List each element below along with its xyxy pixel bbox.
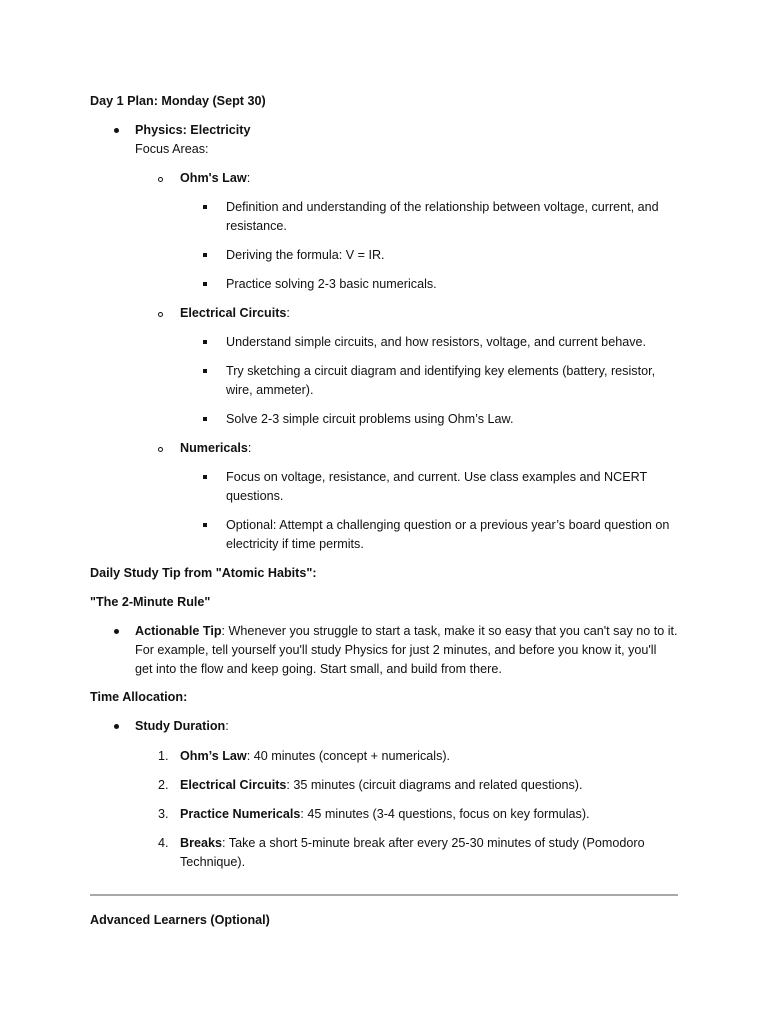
time-entry: Practice Numericals: 45 minutes (3-4 questions, focus on key formulas).: [180, 807, 590, 821]
tip-line: Actionable Tip: Whenever you struggle to start a task, make it so easy that you can't say no to it.: [135, 624, 678, 638]
square-bullet-icon: [203, 417, 207, 421]
list-number: 1.: [158, 749, 169, 763]
list-item-line: Optional: Attempt a challenging question or a previous year’s board question on: [226, 518, 670, 532]
bullet-icon: [114, 128, 119, 133]
list-item-line: Try sketching a circuit diagram and identifying key elements (battery, resistor,: [226, 364, 656, 378]
circle-bullet-icon: [158, 447, 163, 452]
study-duration: Study Duration:: [135, 719, 229, 733]
time-entry: Electrical Circuits: 35 minutes (circuit diagrams and related questions).: [180, 778, 583, 792]
circle-bullet-icon: [158, 177, 163, 182]
list-number: 4.: [158, 836, 169, 850]
square-bullet-icon: [203, 475, 207, 479]
list-item-line: electricity if time permits.: [226, 537, 364, 551]
time-entry: Breaks: Take a short 5-minute break after every 25-30 minutes of study (Pomodoro: [180, 836, 645, 850]
list-item-line: Definition and understanding of the relationship between voltage, current, and: [226, 200, 659, 214]
bullet-icon: [114, 724, 119, 729]
square-bullet-icon: [203, 523, 207, 527]
day-title: Day 1 Plan: Monday (Sept 30): [90, 94, 266, 108]
tip-rule: "The 2-Minute Rule": [90, 595, 211, 609]
list-item-line: wire, ammeter).: [226, 383, 314, 397]
section-heading: Ohm's Law:: [180, 171, 251, 185]
section-heading: Numericals:: [180, 441, 252, 455]
focus-areas-label: Focus Areas:: [135, 142, 209, 156]
square-bullet-icon: [203, 253, 207, 257]
list-item-line: Solve 2-3 simple circuit problems using Ohm’s Law.: [226, 412, 514, 426]
list-item-line: questions.: [226, 489, 284, 503]
subject-title: Physics: Electricity: [135, 123, 251, 137]
tip-label: Actionable Tip: [135, 624, 222, 638]
section-heading: Electrical Circuits:: [180, 306, 290, 320]
tip-heading: Daily Study Tip from "Atomic Habits":: [90, 566, 317, 580]
time-entry-continued: Technique).: [180, 855, 246, 869]
list-item-line: Focus on voltage, resistance, and current. Use class examples and NCERT: [226, 470, 648, 484]
list-item-line: Practice solving 2-3 basic numericals.: [226, 277, 437, 291]
tip-line: get into the flow and keep going. Start small, and build from there.: [135, 662, 502, 676]
list-item-line: Deriving the formula: V = IR.: [226, 248, 385, 262]
tip-line: For example, tell yourself you'll study Physics for just 2 minutes, and before you know it, you'll: [135, 643, 657, 657]
list-item-line: resistance.: [226, 219, 287, 233]
square-bullet-icon: [203, 369, 207, 373]
square-bullet-icon: [203, 205, 207, 209]
time-heading: Time Allocation:: [90, 690, 188, 704]
circle-bullet-icon: [158, 312, 163, 317]
bullet-icon: [114, 629, 119, 634]
list-number: 3.: [158, 807, 169, 821]
time-entry: Ohm’s Law: 40 minutes (concept + numericals).: [180, 749, 451, 763]
square-bullet-icon: [203, 282, 207, 286]
list-number: 2.: [158, 778, 169, 792]
square-bullet-icon: [203, 340, 207, 344]
horizontal-divider: [90, 894, 678, 896]
list-item-line: Understand simple circuits, and how resistors, voltage, and current behave.: [226, 335, 647, 349]
advanced-heading: Advanced Learners (Optional): [90, 913, 270, 927]
